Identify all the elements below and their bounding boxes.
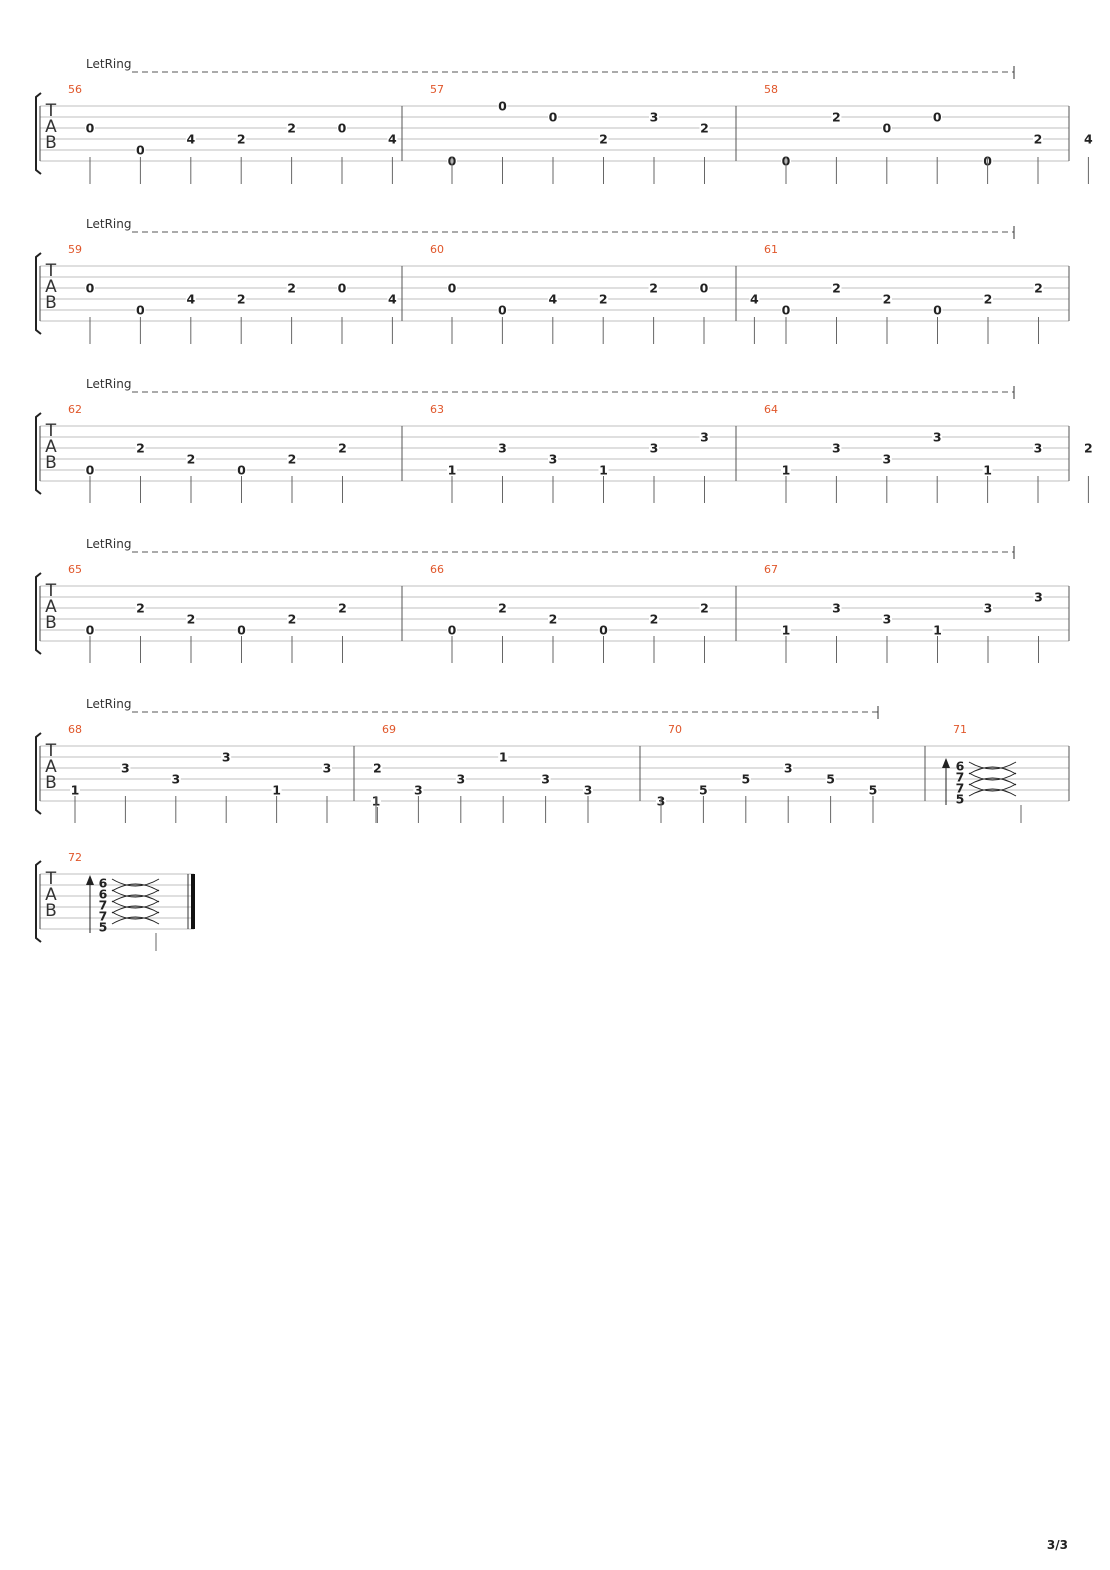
fret-number: 2 <box>649 611 659 627</box>
tab-system <box>36 537 1069 663</box>
measure-number: 60 <box>430 243 444 256</box>
tab-clef-letter: A <box>45 885 57 905</box>
fret-number: 2 <box>136 600 145 616</box>
fret-number: 0 <box>136 302 145 318</box>
fret-number: 0 <box>781 302 791 318</box>
fret-number: 0 <box>882 120 892 136</box>
fret-number: 0 <box>548 109 558 125</box>
tab-clef-letter: T <box>45 261 57 281</box>
measure-number: 56 <box>68 83 82 96</box>
fret-number: 3 <box>541 771 550 787</box>
fret-number: 3 <box>649 109 659 125</box>
tab-clef-letter: A <box>45 437 57 457</box>
measure-number: 66 <box>430 563 444 576</box>
arpeggio-arrow-icon <box>86 875 94 885</box>
fret-number: 2 <box>373 760 382 776</box>
fret-number: 0 <box>498 302 507 318</box>
fret-number: 2 <box>700 600 709 616</box>
fret-number: 1 <box>781 622 791 638</box>
fret-number: 3 <box>882 451 892 467</box>
fret-number: 0 <box>237 622 246 638</box>
tab-clef-letter: A <box>45 277 57 297</box>
fret-number: 2 <box>832 109 841 125</box>
fret-number: 3 <box>456 771 466 787</box>
fret-number: 0 <box>85 622 95 638</box>
fret-number: 5 <box>699 782 708 798</box>
measure-number: 63 <box>430 403 444 416</box>
tab-system <box>36 851 195 951</box>
tab-clef-letter: T <box>45 741 57 761</box>
fret-number: 0 <box>337 280 347 296</box>
fret-number: 2 <box>186 451 196 467</box>
measure-number: 59 <box>68 243 82 256</box>
fret-number: 4 <box>548 291 558 307</box>
chord-fret-number: 5 <box>98 919 108 935</box>
fret-number: 3 <box>832 440 841 456</box>
final-barline <box>191 874 195 929</box>
fret-number: 0 <box>85 280 95 296</box>
fret-number: 2 <box>186 611 196 627</box>
fret-number: 4 <box>750 291 759 307</box>
fret-number: 0 <box>136 142 145 158</box>
measure-number: 62 <box>68 403 82 416</box>
let-ring-label: LetRing <box>86 57 132 71</box>
fret-number: 3 <box>121 760 130 776</box>
fret-number: 3 <box>783 760 793 776</box>
fret-number: 0 <box>932 109 942 125</box>
tab-system <box>36 697 1069 823</box>
chord-fret-number: 6 <box>955 758 965 774</box>
fret-number: 2 <box>548 611 558 627</box>
fret-number: 5 <box>741 771 751 787</box>
tab-clef-letter: A <box>45 117 57 137</box>
let-ring-label: LetRing <box>86 537 132 551</box>
fret-number: 3 <box>882 611 892 627</box>
tab-clef-letter: T <box>45 101 57 121</box>
fret-number: 2 <box>598 291 608 307</box>
fret-number: 3 <box>322 760 332 776</box>
measure-number: 71 <box>953 723 967 736</box>
tab-clef-letter: A <box>45 597 57 617</box>
tab-clef-letter: T <box>45 869 57 889</box>
chord-fret-number: 7 <box>98 908 108 924</box>
tab-clef-letter: B <box>45 293 57 313</box>
tab-clef-letter: B <box>45 133 57 153</box>
tab-clef-letter: B <box>45 773 57 793</box>
fret-number: 1 <box>983 462 992 478</box>
page-number: 3/3 <box>1046 1538 1068 1552</box>
fret-number: 3 <box>498 440 507 456</box>
fret-number: 2 <box>983 291 993 307</box>
fret-number: 2 <box>136 440 145 456</box>
fret-number: 2 <box>236 131 246 147</box>
fret-number: 3 <box>221 749 231 765</box>
fret-number: 1 <box>70 782 80 798</box>
fret-number: 1 <box>781 462 791 478</box>
fret-number: 0 <box>599 622 608 638</box>
fret-number: 3 <box>700 429 709 445</box>
fret-number: 3 <box>1033 440 1043 456</box>
fret-number: 2 <box>1033 131 1043 147</box>
fret-number: 2 <box>498 600 507 616</box>
fret-number: 3 <box>832 600 841 616</box>
fret-number: 2 <box>287 120 296 136</box>
fret-number: 4 <box>186 291 196 307</box>
fret-number: 0 <box>447 280 457 296</box>
fret-number: 4 <box>388 291 397 307</box>
tab-clef-letter: T <box>45 581 57 601</box>
fret-number: 2 <box>236 291 246 307</box>
fret-number: 4 <box>388 131 397 147</box>
measure-number: 68 <box>68 723 82 736</box>
tab-clef-letter: B <box>45 453 57 473</box>
let-ring-label: LetRing <box>86 697 132 711</box>
fret-number: 2 <box>1084 440 1093 456</box>
fret-number: 2 <box>287 611 297 627</box>
chord-fret-number: 5 <box>955 791 965 807</box>
measure-number: 58 <box>764 83 778 96</box>
fret-number: 3 <box>548 451 558 467</box>
fret-number: 2 <box>649 280 658 296</box>
fret-number: 3 <box>649 440 659 456</box>
tab-clef-letter: B <box>45 901 57 921</box>
fret-number: 2 <box>882 291 892 307</box>
chord-fret-number: 7 <box>98 897 108 913</box>
fret-number: 0 <box>781 153 791 169</box>
fret-number: 4 <box>186 131 196 147</box>
fret-number: 3 <box>1034 589 1043 605</box>
fret-number: 0 <box>498 98 507 114</box>
fret-number: 1 <box>371 793 381 809</box>
measure-number: 64 <box>764 403 778 416</box>
measure-number: 67 <box>764 563 778 576</box>
fret-number: 3 <box>932 429 942 445</box>
fret-number: 1 <box>933 622 942 638</box>
fret-number: 3 <box>656 793 666 809</box>
tab-system <box>36 57 1093 184</box>
fret-number: 2 <box>338 600 347 616</box>
let-ring-label: LetRing <box>86 377 132 391</box>
fret-number: 1 <box>447 462 457 478</box>
fret-number: 3 <box>171 771 181 787</box>
fret-number: 3 <box>583 782 593 798</box>
fret-number: 2 <box>700 120 709 136</box>
fret-number: 3 <box>983 600 993 616</box>
measure-number: 65 <box>68 563 82 576</box>
fret-number: 1 <box>599 462 608 478</box>
tab-system <box>36 377 1093 503</box>
fret-number: 0 <box>447 153 457 169</box>
fret-number: 3 <box>414 782 423 798</box>
fret-number: 0 <box>237 462 246 478</box>
fret-number: 0 <box>337 120 347 136</box>
fret-number: 5 <box>826 771 835 787</box>
fret-number: 0 <box>699 280 709 296</box>
measure-number: 70 <box>668 723 682 736</box>
fret-number: 2 <box>599 131 608 147</box>
fret-number: 0 <box>447 622 457 638</box>
tab-clef-letter: T <box>45 421 57 441</box>
fret-number: 2 <box>1034 280 1043 296</box>
fret-number: 0 <box>933 302 942 318</box>
let-ring-label: LetRing <box>86 217 132 231</box>
measure-number: 57 <box>430 83 444 96</box>
chord-fret-number: 7 <box>955 780 965 796</box>
measure-number: 69 <box>382 723 396 736</box>
fret-number: 2 <box>338 440 347 456</box>
fret-number: 1 <box>498 749 508 765</box>
fret-number: 2 <box>287 280 296 296</box>
measure-number: 72 <box>68 851 82 864</box>
fret-number: 0 <box>85 462 95 478</box>
fret-number: 0 <box>85 120 95 136</box>
chord-fret-number: 6 <box>98 875 108 891</box>
fret-number: 2 <box>287 451 297 467</box>
measure-number: 61 <box>764 243 778 256</box>
fret-number: 1 <box>272 782 281 798</box>
arpeggio-arrow-icon <box>942 758 950 768</box>
tab-clef-letter: A <box>45 757 57 777</box>
chord-fret-number: 7 <box>955 769 965 785</box>
fret-number: 5 <box>868 782 878 798</box>
fret-number: 2 <box>832 280 841 296</box>
tab-clef-letter: B <box>45 613 57 633</box>
tab-system <box>36 217 1069 344</box>
chord-fret-number: 6 <box>98 886 108 902</box>
fret-number: 4 <box>1084 131 1093 147</box>
fret-number: 0 <box>983 153 992 169</box>
